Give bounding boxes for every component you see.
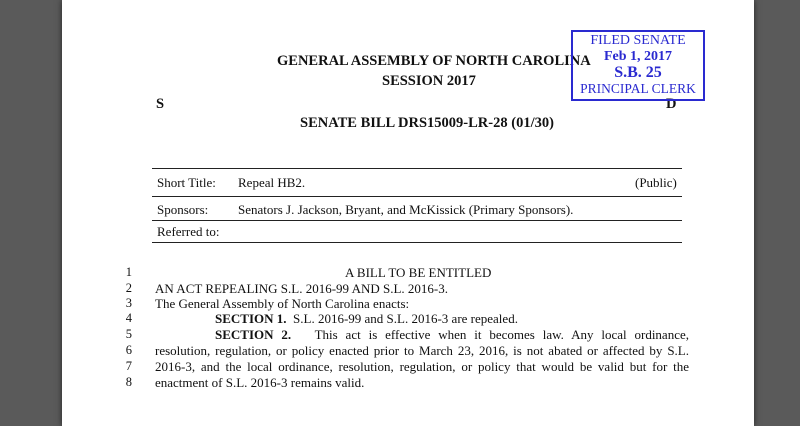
line-number: 5 [125,327,132,341]
body-line-8: enactment of S.L. 2016-3 remains valid. [155,375,365,390]
sponsors-value: Senators J. Jackson, Bryant, and McKissick (Primary Sponsors). [238,202,574,217]
line-number: 3 [125,296,132,310]
stamp-clerk: PRINCIPAL CLERK [580,81,696,96]
short-title-tag: (Public) [635,175,677,190]
line-number: 2 [125,281,132,295]
body-line-6: resolution, regulation, or policy enacted prior to March 23, 2016, is not abated or affected by S.L. [155,343,689,358]
meta-rule-bottom [152,242,682,243]
section-1-heading: SECTION 1. [215,311,287,326]
section-2-line [215,327,689,343]
stamp-bill-number: S.B. 25 [614,64,662,81]
assembly-title: GENERAL ASSEMBLY OF NORTH CAROLINA [277,53,591,69]
line-number: 4 [125,311,132,325]
stamp-date: Feb 1, 2017 [603,49,673,64]
filed-stamp [571,30,705,101]
meta-rule-2 [152,220,682,221]
body-line-7: 2016-3, and the local ordinance, resolution, regulation, or policy that would be valid but for the [155,359,689,374]
short-title-label: Short Title: [157,175,216,190]
bill-heading: A BILL TO BE ENTITLED [345,265,492,280]
section-2-text: This act is effective when it becomes law. Any local ordinance, [314,327,689,342]
chamber-letter: S [156,96,165,112]
stamp-filed: FILED SENATE [590,33,686,48]
bill-id: SENATE BILL DRS15009-LR-28 (01/30) [300,115,554,131]
sponsors-label: Sponsors: [157,202,209,217]
section-1-line [215,311,518,327]
meta-rule-top [152,168,682,169]
short-title-value: Repeal HB2. [238,175,306,190]
line-number: 7 [125,359,132,373]
act-title: AN ACT REPEALING S.L. 2016-99 AND S.L. 2016-3. [155,281,448,296]
section-2-heading: SECTION 2. [215,327,292,342]
referred-label: Referred to: [157,224,220,239]
document-page [62,0,754,426]
line-number: 6 [125,343,132,357]
enacting-clause: The General Assembly of North Carolina enacts: [155,296,410,311]
line-number: 1 [125,265,132,279]
session-title: SESSION 2017 [382,73,476,89]
meta-rule-1 [152,196,682,197]
line-number: 8 [125,375,132,389]
draft-letter: D [666,96,677,112]
section-1-text: S.L. 2016-99 and S.L. 2016-3 are repealed. [293,311,518,326]
